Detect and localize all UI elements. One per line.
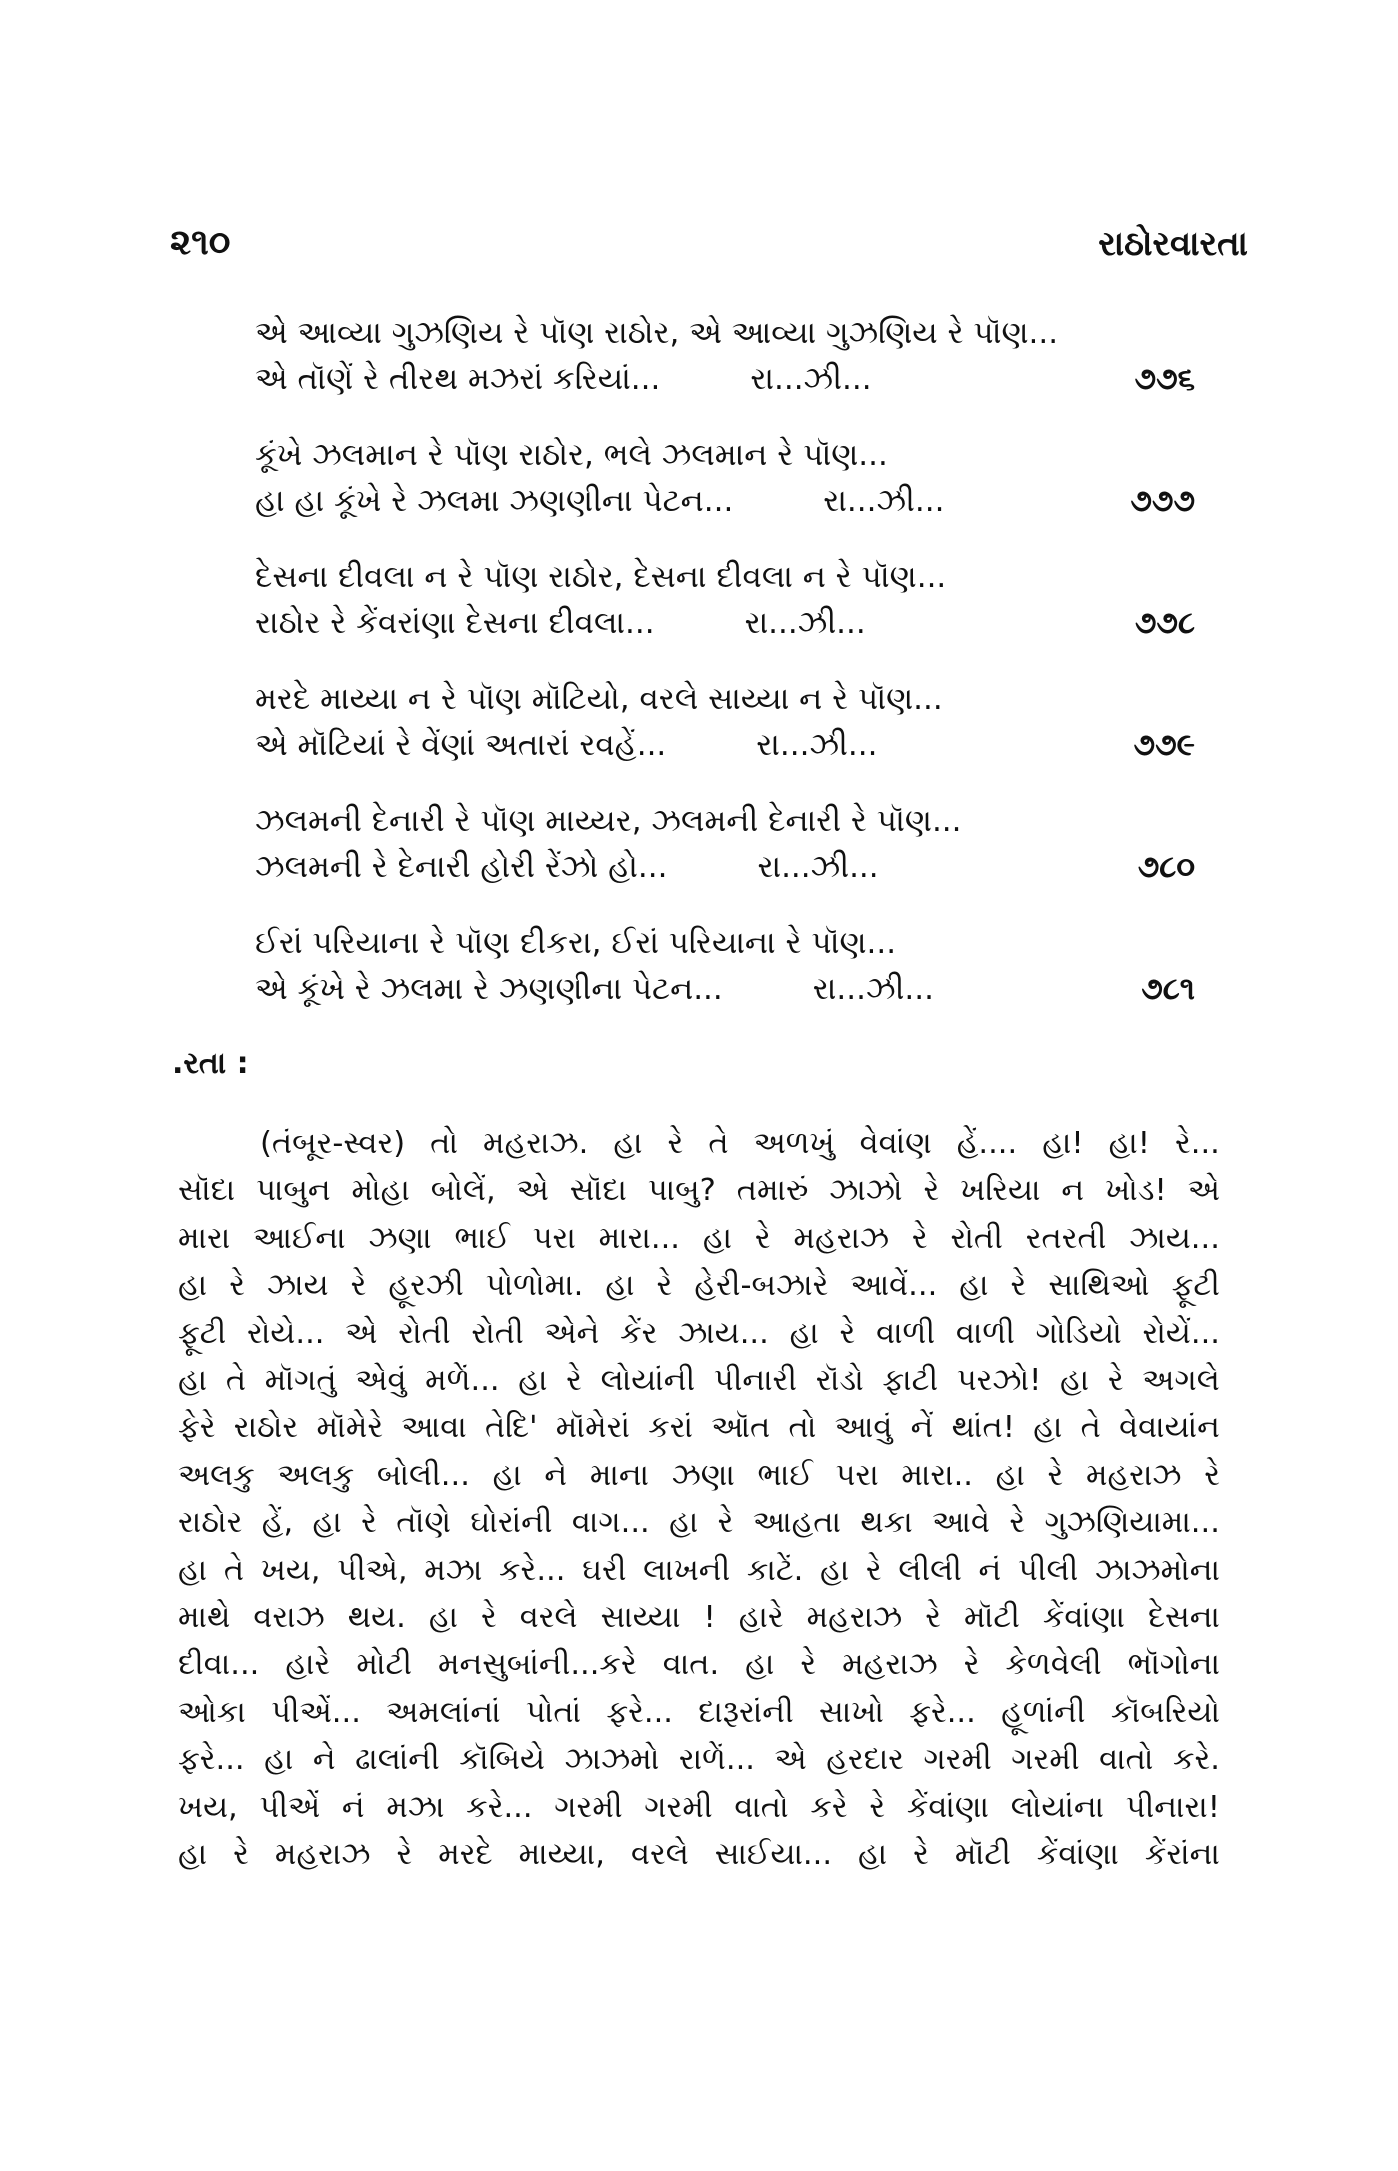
verse-line — [255, 920, 1195, 966]
verse-stanza — [255, 554, 1195, 646]
prose-line: દીવા... હારે મોટી મનસુબાંની...કરે વાત. હા રે મહરાઝ રે કેળવેલી ભૉગોના — [178, 1647, 1220, 1683]
prose-line: અલકુ અલકુ બોલી... હા ને માના ઝણા ભાઈ પરા મારા.. હા રે મહરાઝ રે — [178, 1457, 1220, 1493]
verse-stanza — [255, 676, 1195, 768]
verse-refrain: રા...ઝી... — [812, 971, 934, 1007]
prose-line: રાઠોર હેં, હા રે તૉણે ઘોરાંની વાગ... હા રે આહતા થકા આવે રે ગુઝણિયામા... — [178, 1505, 1220, 1541]
verse-text: એ તૉણેં રે તીરથ મઝરાં કરિયાં... — [255, 361, 661, 397]
running-head: રાઠોરવારતા — [1098, 224, 1248, 264]
verse-number: ૭૮૧ — [1141, 971, 1195, 1007]
verse-number: ૭૭૮ — [1134, 605, 1195, 641]
verse-text: હા હા કૂંખે રે ઝલમા ઝણણીના પેટન... — [255, 483, 734, 519]
verse-refrain: રા...ઝી... — [744, 605, 866, 641]
verse-line — [255, 722, 1195, 768]
verse-line — [255, 554, 1195, 600]
verse-line — [255, 676, 1195, 722]
prose-line: હા રે મહરાઝ રે મરદે માય્યા, વરલે સાઈયા... હા રે મૉટી કેંવાંણા કેંરાંના — [178, 1837, 1220, 1873]
verse-stanza — [255, 798, 1195, 890]
prose-line: હા રે ઝાય રે હૂરઝી પોળોમા. હા રે હેરી-બઝારે આવેં... હા રે સાથિઓ ફૂટી — [178, 1268, 1220, 1304]
prose-line: ખય, પીએં નં મઝા કરે... ગરમી ગરમી વાતો કરે રે કેંવાંણા લોયાંના પીનારા! — [178, 1789, 1220, 1825]
prose-line: ઓકા પીએં... અમલાંનાં પોતાં ફરે... દારૂરાંની સાખો ફરે... હૂળાંની કૉબરિયો — [178, 1694, 1220, 1730]
verse-text: ઝલમની રે દેનારી હોરી રેંઝો હો... — [255, 849, 668, 885]
verse-stanza — [255, 310, 1195, 402]
verse-refrain: રા...ઝી... — [823, 483, 945, 519]
verse-section — [255, 310, 1195, 1042]
verse-line — [255, 478, 1195, 524]
verse-stanza — [255, 432, 1195, 524]
verse-line — [255, 432, 1195, 478]
verse-text: મરદે માય્યા ન રે પૉણ મૉટિયો, વરલે સાય્યા ન રે પૉણ... — [255, 681, 943, 717]
section-label: .રતા : — [172, 1046, 249, 1081]
prose-line: હા તે મૉગતું એવું મળેં... હા રે લોયાંની પીનારી રૉડો ફાટી પરઝો! હા રે અગલે — [178, 1363, 1220, 1399]
prose-line: (તંબૂર-સ્વર) તો મહરાઝ. હા રે તે અળખું વેવાંણ હેં.... હા! હા! રે... — [260, 1126, 1220, 1161]
verse-line — [255, 798, 1195, 844]
verse-text: ઈરાં પરિયાના રે પૉણ દીકરા, ઈરાં પરિયાના રે પૉણ... — [255, 925, 897, 961]
verse-line — [255, 356, 1195, 402]
verse-number: ૭૭૭ — [1130, 483, 1195, 519]
prose-line: મારા આઈના ઝણા ભાઈ પરા મારા... હા રે મહરાઝ રે રોતી રતરતી ઝાય... — [178, 1220, 1220, 1256]
verse-line — [255, 600, 1195, 646]
verse-text: દેસના દીવલા ન રે પૉણ રાઠોર, દેસના દીવલા ન રે પૉણ... — [255, 559, 947, 595]
verse-text: એ કૂંખે રે ઝલમા રે ઝણણીના પેટન... — [255, 971, 723, 1007]
verse-text: એ મૉટિયાં રે વેંણાં અતારાં રવહેં... — [255, 727, 667, 763]
verse-line — [255, 310, 1195, 356]
verse-stanza — [255, 920, 1195, 1012]
verse-text: એ આવ્યા ગુઝણિય રે પૉણ રાઠોર, એ આવ્યા ગુઝણિય રે પૉણ... — [255, 315, 1059, 351]
verse-refrain: રા...ઝી... — [756, 727, 878, 763]
prose-line: ફેરે રાઠોર મૉમેરે આવા તેદિ' મૉમેરાં કરાં ઑત તો આવું નેં થાંત! હા તે વેવાયાંન — [178, 1410, 1220, 1446]
prose-line: સૉદા પાબુન મોહા બોલેં, એ સૉદા પાબુ? તમારું ઝાઝો રે ખરિયા ન ખોડ! એ — [178, 1173, 1220, 1209]
prose-line: ફરે... હા ને ઢાલાંની કૉબિયે ઝાઝમો રાળેં... એ હરદાર ગરમી ગરમી વાતો કરે. — [178, 1742, 1220, 1778]
verse-refrain: રા...ઝી... — [757, 849, 879, 885]
prose-line: હા તે ખય, પીએ, મઝા કરે... ઘરી લાખની કાટેં. હા રે લીલી નં પીલી ઝાઝમોના — [178, 1552, 1220, 1588]
verse-refrain: રા...ઝી... — [750, 361, 872, 397]
verse-line — [255, 844, 1195, 890]
page-number: ૨૧૦ — [170, 222, 231, 263]
verse-number: ૭૮૦ — [1137, 849, 1195, 885]
verse-line — [255, 966, 1195, 1012]
prose-paragraph — [178, 1120, 1220, 1879]
verse-number: ૭૭૬ — [1134, 361, 1195, 397]
prose-line: માથે વરાઝ થય. હા રે વરલે સાય્યા ! હારે મહરાઝ રે મૉટી કેંવાંણા દેસના — [178, 1600, 1220, 1636]
verse-text: રાઠોર રે કેંવરાંણા દેસના દીવલા... — [255, 605, 655, 641]
prose-line: ફૂટી રોયે... એ રોતી રોતી એને કેંર ઝાય... હા રે વાળી વાળી ગોડિયો રોયેં... — [178, 1315, 1220, 1351]
verse-text: કૂંખે ઝલમાન રે પૉણ રાઠોર, ભલે ઝલમાન રે પૉણ... — [255, 437, 888, 473]
verse-number: ૭૭૯ — [1133, 727, 1195, 763]
verse-text: ઝલમની દેનારી રે પૉણ માય્યર, ઝલમની દેનારી રે પૉણ... — [255, 803, 962, 839]
